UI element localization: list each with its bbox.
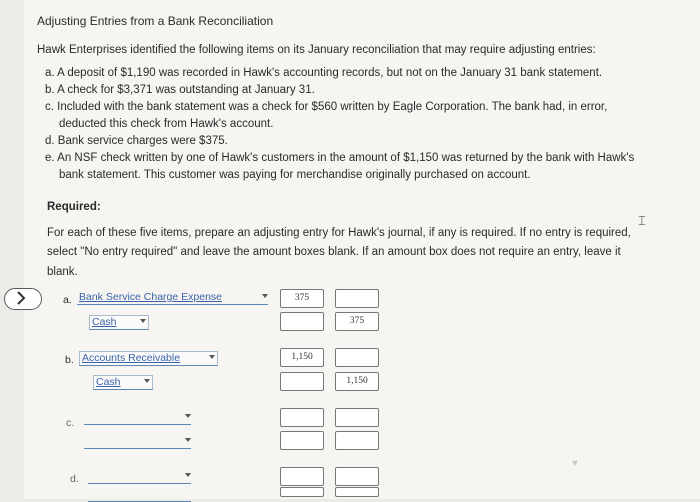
entry-d-credit-debit-box[interactable] [280,487,324,497]
item-a: a. A deposit of $1,190 was recorded in Hawk's accounting records, but not on the January 31 bank statement. [45,67,603,79]
entry-c-credit-select[interactable] [84,435,191,449]
chevron-down-icon [185,414,191,418]
item-e: e. An NSF check written by one of Hawk's customers in the amount of $1,150 was returned by the bank with Hawk's [45,152,635,164]
entry-c-credit-amount[interactable] [335,431,379,450]
text-cursor-icon: ⌶ [638,213,646,228]
instructions-line-2: select "No entry required" and leave the amount boxes blank. If an amount box does not require an entry, leave it [47,246,621,258]
item-e-cont: bank statement. This customer was paying for merchandise originally purchased on account. [59,169,531,181]
entry-b-letter: b. [65,354,74,366]
entry-c-credit-debit-box[interactable] [280,431,324,450]
item-c-cont: deducted this check from Hawk's account. [59,118,274,130]
entry-b-debit-credit-box[interactable] [335,348,379,367]
entry-d-debit-amount[interactable] [280,467,324,486]
entry-b-credit-amount[interactable]: 1,150 [335,372,379,391]
heart-icon: ♥ [572,458,578,469]
required-heading: Required: [47,201,101,213]
entry-b-debit-account: Accounts Receivable [82,352,181,364]
entry-d-credit-credit-box[interactable] [335,487,379,497]
chevron-down-icon [185,473,191,477]
entry-b-credit-debit-box[interactable] [280,372,324,391]
entry-a-credit-account: Cash [92,316,117,328]
entry-d-debit-select[interactable] [88,470,191,484]
entry-a-debit-credit-box[interactable] [335,289,379,308]
entry-a-letter: a. [63,294,72,306]
chevron-down-icon [209,355,215,359]
current-question-button[interactable] [4,288,42,310]
entry-a-debit-account: Bank Service Charge Expense [79,291,222,303]
entry-a-debit-select[interactable] [77,291,268,305]
instructions-line-1: For each of these five items, prepare an adjusting entry for Hawk's journal, if any is required. If no entry is required, [47,227,631,239]
entry-a-credit-select[interactable] [89,315,149,330]
entry-b-debit-amount[interactable]: 1,150 [280,348,324,367]
entry-a-debit-amount[interactable]: 375 [280,289,324,308]
entry-d-letter: d. [70,473,79,485]
chevron-down-icon [185,438,191,442]
item-c: c. Included with the bank statement was a check for $560 written by Eagle Corporation. The bank had, in error, [45,101,608,113]
entry-c-debit-credit-box[interactable] [335,408,379,427]
entry-a-credit-amount[interactable]: 375 [335,312,379,331]
intro-text: Hawk Enterprises identified the following items on its January reconciliation that may require adjusting entries: [37,44,596,56]
page-title: Adjusting Entries from a Bank Reconciliation [37,14,274,28]
entry-b-debit-select[interactable] [79,351,218,366]
entry-c-letter: c. [66,417,75,429]
entry-c-debit-amount[interactable] [280,408,324,427]
entry-c-debit-select[interactable] [84,411,191,425]
entry-a-credit-debit-box[interactable] [280,312,324,331]
entry-d-credit-amount[interactable] [335,467,379,486]
entry-b-credit-select[interactable] [93,375,153,390]
chevron-down-icon [140,319,146,323]
item-b: b. A check for $3,371 was outstanding at January 31. [45,84,315,96]
instructions-line-3: blank. [47,266,78,278]
entry-b-credit-account: Cash [96,376,121,388]
entry-d-credit-select[interactable] [88,488,191,502]
chevron-down-icon [144,379,150,383]
item-d: d. Bank service charges were $375. [45,135,228,147]
chevron-down-icon [262,294,268,298]
chevron-right-icon [14,291,28,305]
